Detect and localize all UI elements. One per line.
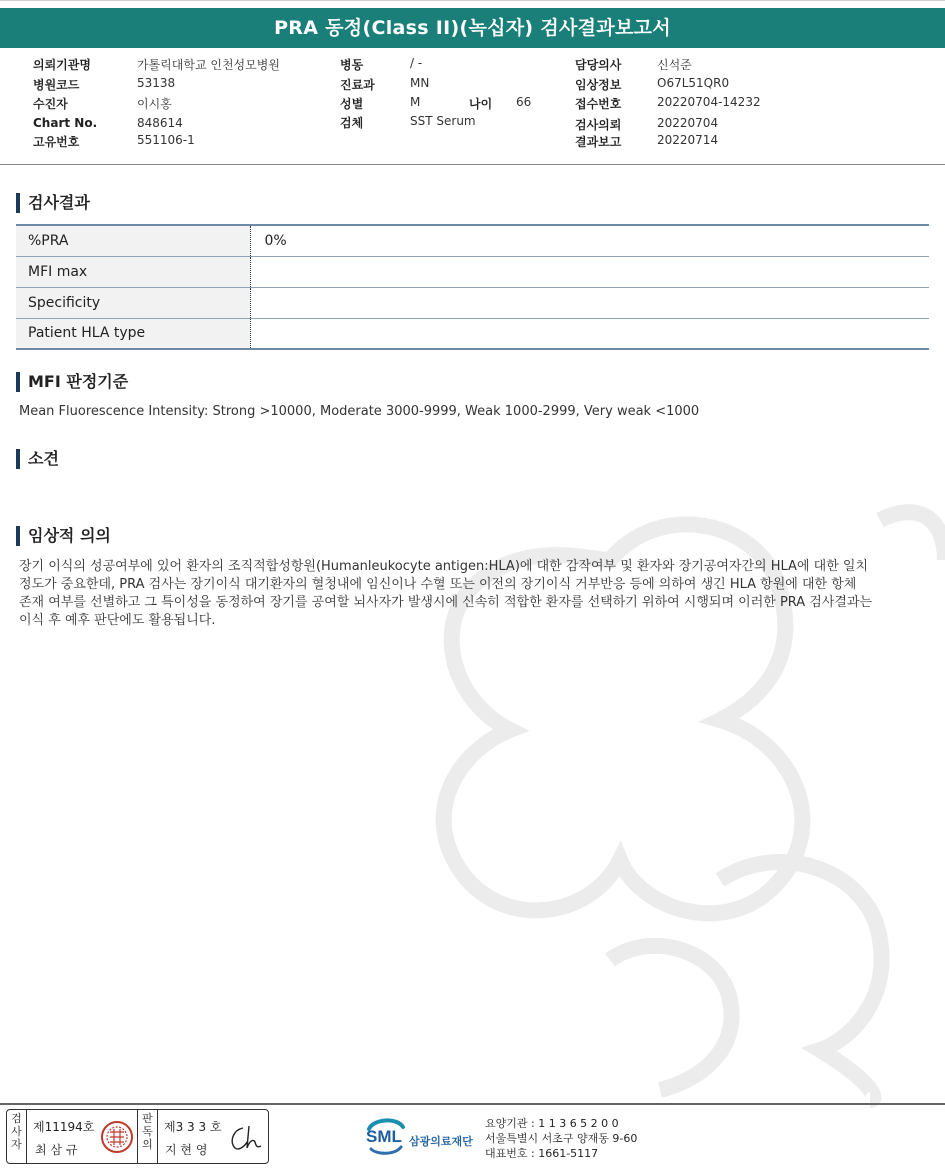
confirm-label: 판 독 의 [138, 1110, 158, 1163]
sml-abbr: SML [366, 1127, 402, 1146]
sml-logo [363, 1115, 483, 1160]
label-unique-no: 고유번호 [33, 135, 80, 149]
value-hospital-code: 53138 [137, 76, 176, 90]
clinical-line: 이식 후 예후 판단에도 활용됩니다. [19, 613, 216, 628]
value-request-date: 20220704 [657, 116, 719, 130]
result-key: %PRA [16, 225, 250, 256]
clinical-line: 장기 이식의 성공여부에 있어 환자의 조직적합성항원(Humanleukocyte antigen:HLA)에 대한 감작여부 및 환자와 장기공여자간의 HLA에 대한 일치 [19, 559, 868, 574]
signature-box [6, 1109, 269, 1164]
table-row [16, 225, 929, 256]
label-department: 진료과 [340, 78, 375, 92]
value-sex: M [410, 95, 421, 109]
examiner-license: 제11194호 [33, 1120, 95, 1134]
org-line: 요양기관 : 1 1 3 6 5 2 0 0 [485, 1117, 619, 1130]
value-clinical-info: O67L51QR0 [657, 76, 730, 90]
label-receipt-no: 접수번호 [575, 97, 622, 111]
org-line: 서울특별시 서초구 양재동 9-60 [485, 1132, 638, 1145]
label-request-date: 검사의뢰 [575, 118, 622, 132]
examiner-label: 검 사 자 [7, 1110, 27, 1163]
label-patient: 수진자 [33, 97, 68, 111]
section-results-title: 검사결과 [16, 193, 90, 213]
results-table [16, 224, 929, 350]
value-doctor: 신석준 [657, 58, 692, 72]
label-doctor: 담당의사 [575, 58, 622, 72]
examiner-name: 최 삼 규 [35, 1143, 78, 1157]
table-row [16, 287, 929, 318]
table-row [16, 318, 929, 349]
value-unique-no: 551106-1 [137, 133, 195, 147]
result-value: 0% [250, 225, 929, 256]
footer-divider [0, 1103, 945, 1105]
value-institution: 가톨릭대학교 인천성모병원 [137, 58, 280, 72]
table-row [16, 256, 929, 287]
value-ward: / - [410, 56, 423, 70]
label-age: 나이 [469, 97, 493, 111]
clinical-line: 존재 여부를 선별하고 그 특이성을 동정하여 장기를 공여할 뇌사자가 발생시에 신속히 적합한 환자를 선택하기 위하여 시행되며 이러한 PRA 검사결과는 [19, 595, 873, 610]
section-opinion-title: 소견 [16, 449, 59, 469]
section-mfi-title: MFI 판정기준 [16, 372, 128, 392]
section-clinical-title: 임상적 의의 [16, 526, 111, 546]
value-receipt-no: 20220704-14232 [657, 95, 761, 109]
label-clinical-info: 임상정보 [575, 78, 622, 92]
label-specimen: 검체 [340, 116, 364, 130]
signature-icon [225, 1122, 265, 1154]
examiner-seal-icon [100, 1120, 134, 1154]
label-ward: 병동 [340, 58, 364, 72]
report-title: PRA 동정(Class II)(녹십자) 검사결과보고서 [0, 8, 945, 48]
label-sex: 성별 [340, 97, 364, 111]
result-key: Specificity [16, 287, 250, 318]
result-value [250, 287, 929, 318]
value-chart-no: 848614 [137, 116, 183, 130]
label-hospital-code: 병원코드 [33, 78, 80, 92]
info-divider [0, 164, 945, 165]
confirm-name: 지 현 영 [165, 1143, 208, 1157]
mfi-criteria-text: Mean Fluorescence Intensity: Strong >10000, Moderate 3000-9999, Weak 1000-2999, Very weak <1000 [19, 404, 700, 419]
value-age: 66 [516, 95, 532, 109]
patient-info [0, 56, 945, 164]
result-key: MFI max [16, 256, 250, 287]
value-department: MN [410, 76, 430, 90]
org-contact-info [485, 1116, 637, 1161]
clinical-text [19, 558, 924, 630]
confirm-license: 제3 3 3 호 [164, 1120, 222, 1134]
clinical-line: 정도가 중요한데, PRA 검사는 장기이식 대기환자의 혈청내에 임신이나 수혈 또는 이전의 장기이식 거부반응 등에 의하여 생긴 HLA 항원에 대한 항체 [19, 577, 857, 592]
sml-org-name: 삼광의료재단 [409, 1135, 473, 1148]
result-value [250, 318, 929, 349]
value-report-date: 20220714 [657, 133, 719, 147]
label-institution: 의뢰기관명 [33, 58, 91, 72]
top-border [0, 0, 945, 1]
value-specimen: SST Serum [410, 114, 476, 128]
value-patient: 이시홍 [137, 97, 172, 111]
org-line: 대표번호 : 1661-5117 [485, 1147, 599, 1160]
result-key: Patient HLA type [16, 318, 250, 349]
label-report-date: 결과보고 [575, 135, 622, 149]
result-value [250, 256, 929, 287]
label-chart-no: Chart No. [33, 116, 98, 130]
